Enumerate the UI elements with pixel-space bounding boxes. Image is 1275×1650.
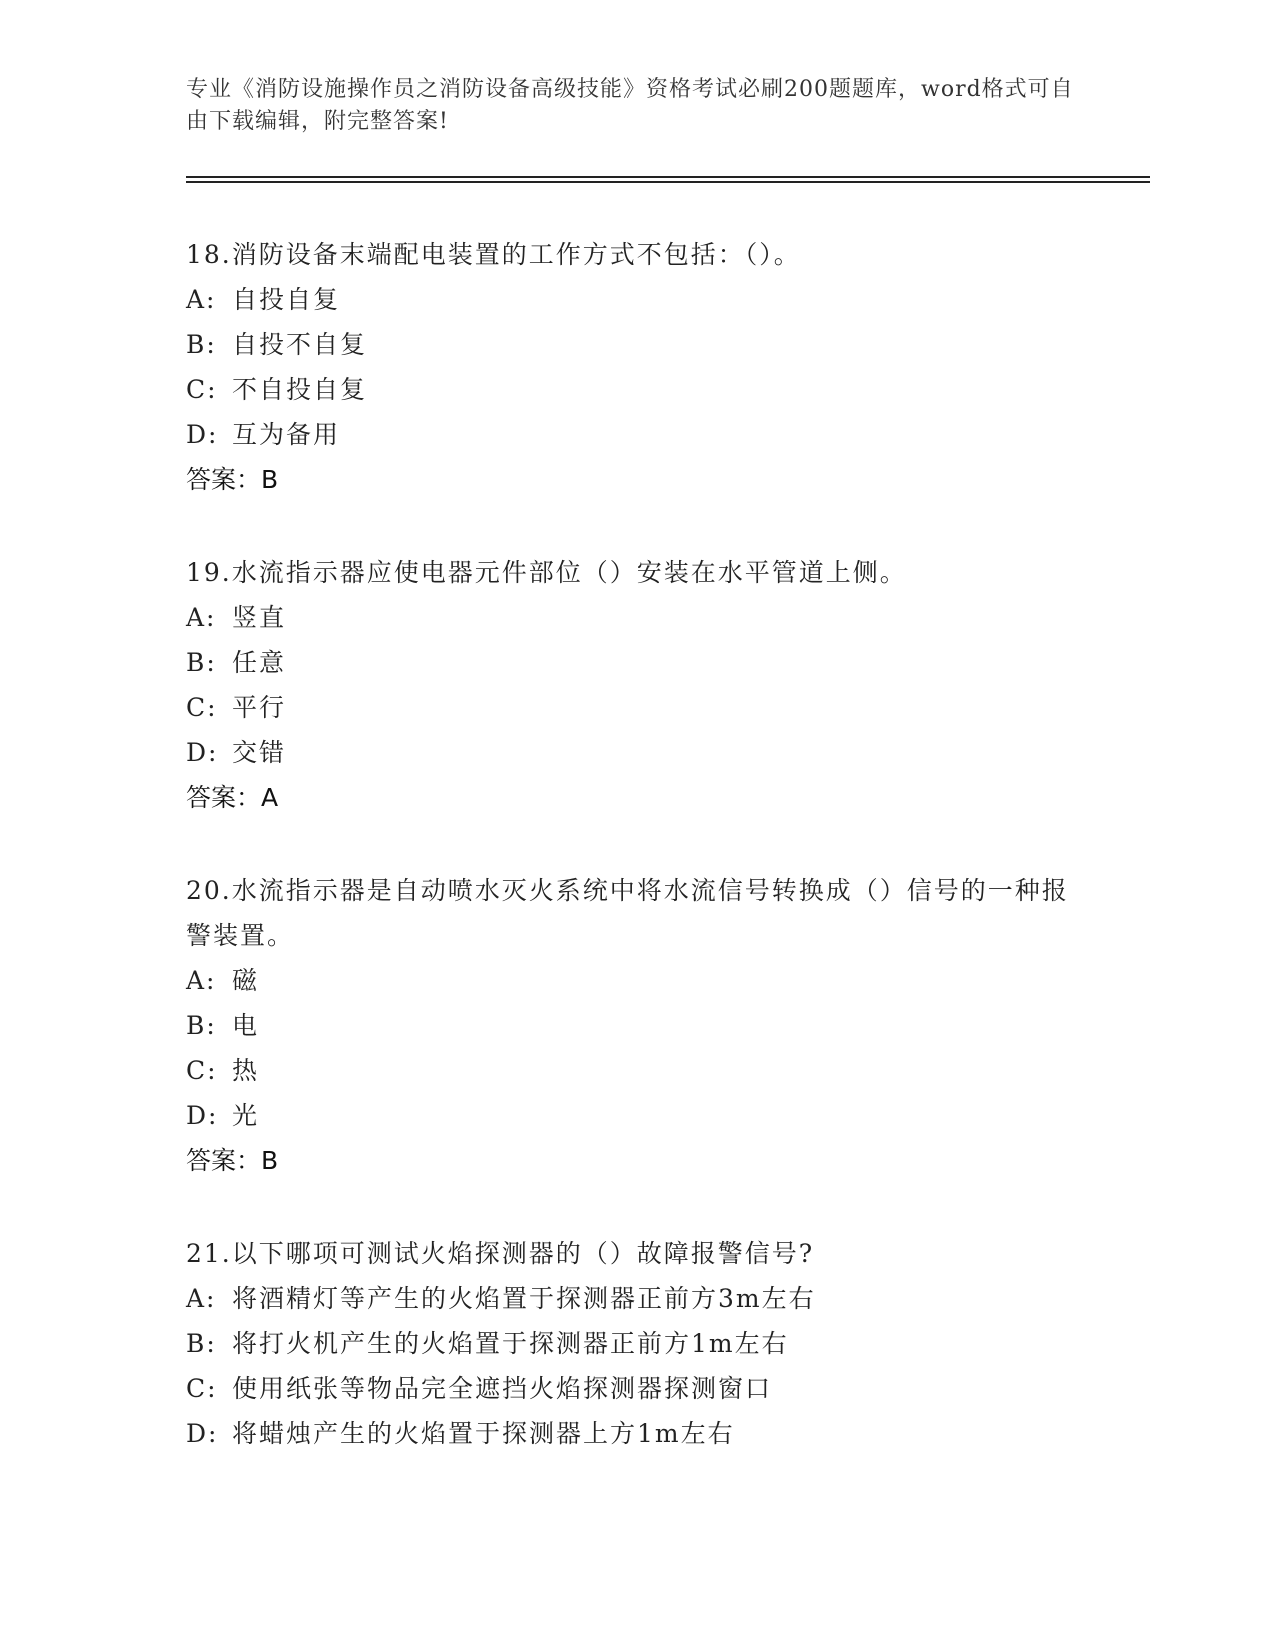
option-letter: C: <box>186 693 218 722</box>
answer-line: 答案：B <box>186 1146 279 1175</box>
option-text: 任意 <box>232 648 287 677</box>
option-letter: A: <box>186 966 217 995</box>
option-b <box>186 1321 1086 1366</box>
option-c <box>186 1366 1086 1411</box>
option-c <box>186 1048 1086 1093</box>
question-stem: 21.以下哪项可测试火焰探测器的（）故障报警信号? <box>186 1239 815 1268</box>
question-21 <box>186 1231 1086 1456</box>
option-text: 使用纸张等物品完全遮挡火焰探测器探测窗口 <box>232 1374 773 1403</box>
option-text: 将打火机产生的火焰置于探测器正前方1m左右 <box>232 1329 789 1358</box>
option-letter: B: <box>186 1011 217 1040</box>
option-letter: C: <box>186 1056 218 1085</box>
option-text: 电 <box>232 1011 260 1040</box>
question-20 <box>186 868 1086 1183</box>
option-d <box>186 1411 1086 1456</box>
option-text: 将蜡烛产生的火焰置于探测器上方1m左右 <box>232 1419 735 1448</box>
option-b <box>186 640 1086 685</box>
option-letter: D: <box>186 420 219 449</box>
answer-line: 答案：B <box>186 465 279 494</box>
option-d <box>186 730 1086 775</box>
question-stem: 18.消防设备末端配电装置的工作方式不包括：（）。 <box>186 240 801 269</box>
option-c <box>186 367 1086 412</box>
option-a <box>186 958 1086 1003</box>
option-text: 不自投自复 <box>232 375 368 404</box>
question-18 <box>186 232 1086 502</box>
question-stem: 20.水流指示器是自动喷水灭火系统中将水流信号转换成（）信号的一种报警装置。 <box>186 876 1069 950</box>
header-divider-top <box>186 176 1150 178</box>
option-b <box>186 1003 1086 1048</box>
option-d <box>186 412 1086 457</box>
option-text: 磁 <box>232 966 260 995</box>
option-text: 竖直 <box>232 603 287 632</box>
question-19 <box>186 550 1086 820</box>
option-text: 交错 <box>232 738 287 767</box>
option-letter: D: <box>186 1101 219 1130</box>
answer-line: 答案：A <box>186 783 279 812</box>
option-letter: D: <box>186 1419 219 1448</box>
option-d <box>186 1093 1086 1138</box>
option-text: 光 <box>232 1101 260 1130</box>
option-b <box>186 322 1086 367</box>
option-c <box>186 685 1086 730</box>
option-letter: C: <box>186 375 218 404</box>
option-letter: D: <box>186 738 219 767</box>
option-letter: B: <box>186 648 217 677</box>
option-a <box>186 595 1086 640</box>
option-text: 将酒精灯等产生的火焰置于探测器正前方3m左右 <box>232 1284 816 1313</box>
option-letter: A: <box>186 1284 217 1313</box>
option-letter: A: <box>186 285 217 314</box>
option-a <box>186 1276 1086 1321</box>
option-text: 互为备用 <box>232 420 341 449</box>
option-text: 自投不自复 <box>232 330 368 359</box>
option-text: 自投自复 <box>232 285 341 314</box>
option-letter: B: <box>186 330 217 359</box>
document-header: 专业《消防设施操作员之消防设备高级技能》资格考试必刷200题题库，word格式可自由下载编辑，附完整答案! <box>186 77 1074 134</box>
header-divider-bottom <box>186 181 1150 183</box>
option-text: 平行 <box>232 693 287 722</box>
option-letter: B: <box>186 1329 217 1358</box>
option-letter: A: <box>186 603 217 632</box>
option-text: 热 <box>232 1056 260 1085</box>
option-letter: C: <box>186 1374 218 1403</box>
option-a <box>186 277 1086 322</box>
question-stem: 19.水流指示器应使电器元件部位（）安装在水平管道上侧。 <box>186 558 907 587</box>
